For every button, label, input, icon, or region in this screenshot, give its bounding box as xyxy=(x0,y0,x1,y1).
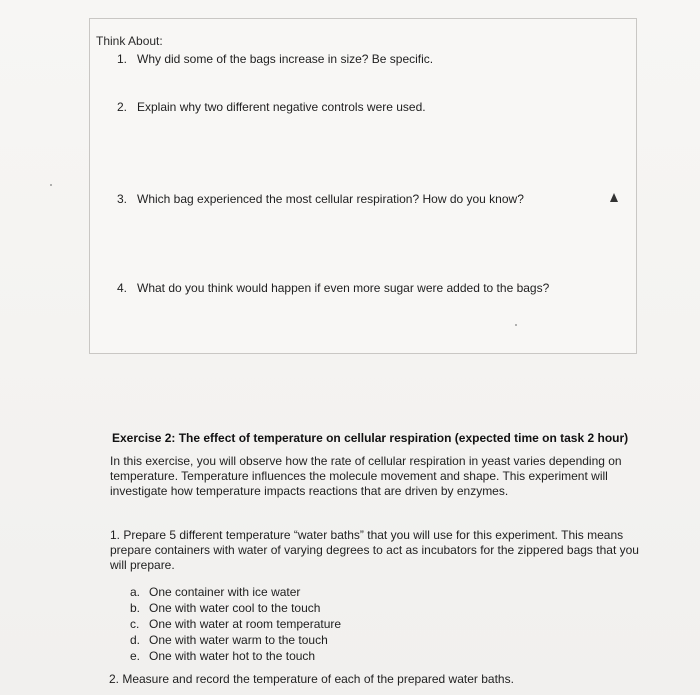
question-text: Explain why two different negative controls were used. xyxy=(137,100,426,114)
think-about-box xyxy=(89,18,637,354)
question-number: 4. xyxy=(117,281,128,295)
list-marker: e. xyxy=(130,649,141,663)
question-number: 1. xyxy=(117,52,128,66)
exercise-intro-line: temperature. Temperature influences the molecule movement and shape. This experiment will xyxy=(110,469,608,483)
step-1-line: prepare containers with water of varying degrees to act as incubators for the zippered bags that you xyxy=(110,543,639,557)
list-item-text: One with water cool to the touch xyxy=(149,601,321,615)
step-2-line: 2. Measure and record the temperature of each of the prepared water baths. xyxy=(109,672,514,686)
step-1-line: 1. Prepare 5 different temperature “water baths” that you will use for this experiment. This means xyxy=(110,528,624,542)
list-item xyxy=(130,617,341,631)
question-text: Which bag experienced the most cellular respiration? How do you know? xyxy=(137,192,524,206)
question-text: Why did some of the bags increase in size? Be specific. xyxy=(137,52,434,66)
speck-mark xyxy=(515,324,517,326)
list-marker: a. xyxy=(130,585,141,599)
list-item-text: One with water hot to the touch xyxy=(149,649,316,663)
exercise-intro-line: investigate how temperature impacts reactions that are driven by enzymes. xyxy=(110,484,509,498)
speck-mark xyxy=(50,184,52,186)
question-number: 2. xyxy=(117,100,128,114)
list-marker: d. xyxy=(130,633,141,647)
list-item-text: One with water at room temperature xyxy=(149,617,342,631)
question-number: 3. xyxy=(117,192,128,206)
list-item xyxy=(130,585,300,599)
question-4 xyxy=(117,281,549,295)
exercise-intro-line: In this exercise, you will observe how the rate of cellular respiration in yeast varies depending on xyxy=(110,454,622,468)
list-item-text: One with water warm to the touch xyxy=(149,633,328,647)
list-marker: c. xyxy=(130,617,140,631)
exercise-title: Exercise 2: The effect of temperature on cellular respiration (expected time on task 2 hour) xyxy=(112,431,629,445)
list-item xyxy=(130,633,328,647)
list-item xyxy=(130,649,315,663)
list-marker: b. xyxy=(130,601,141,615)
think-about-title: Think About: xyxy=(96,34,163,48)
mouse-cursor-icon xyxy=(610,193,618,202)
list-item xyxy=(130,601,320,615)
step-1-line: will prepare. xyxy=(110,558,175,572)
list-item-text: One container with ice water xyxy=(149,585,301,599)
question-2 xyxy=(117,100,426,114)
question-3 xyxy=(117,192,524,206)
question-1 xyxy=(117,52,433,66)
question-text: What do you think would happen if even more sugar were added to the bags? xyxy=(137,281,550,295)
